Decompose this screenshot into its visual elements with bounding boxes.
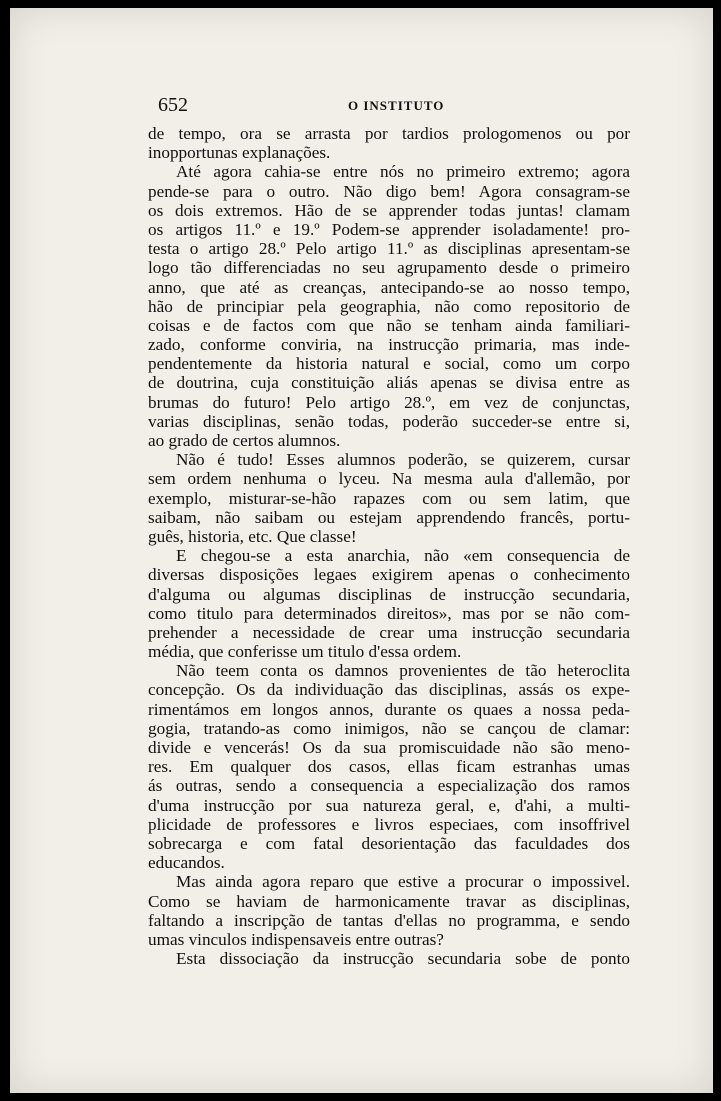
text-line: pende-se para o outro. Não digo bem! Agora consagram-se — [148, 181, 630, 201]
text-line: faltando a inscripção de tantas d'ellas no programma, e sendo — [148, 910, 630, 930]
text-line: varias disciplinas, senão todas, poderão succeder-se entre si, — [148, 411, 630, 431]
text-line: exemplo, misturar-se-hão rapazes com ou sem latim, que — [148, 488, 630, 508]
text-line: umas vinculos indispensaveis entre outras? — [148, 929, 444, 949]
text-line: como titulo para determinados direitos», mas por se não com- — [148, 603, 630, 623]
text-line: rimentámos em longos annos, durante os quaes a nossa peda- — [148, 699, 630, 719]
text-line: res. Em qualquer dos casos, ellas ficam estranhas umas — [148, 757, 630, 777]
text-line: os artigos 11.º e 19.º Podem-se apprender isoladamente! pro- — [148, 219, 630, 239]
text-line: Até agora cahia-se entre nós no primeiro extremo; agora — [176, 162, 630, 182]
text-line: plicidade de professores e livros especiaes, com insoffrivel — [148, 814, 630, 834]
text-line: média, que conferisse um titulo d'essa ordem. — [148, 642, 462, 662]
text-line: de doutrina, cuja constituição aliás apenas se divisa entre as — [148, 373, 630, 393]
text-line: zado, conforme conviria, na instrucção primaria, mas inde- — [148, 335, 630, 355]
text-line: guês, historia, etc. Que classe! — [148, 526, 357, 546]
text-line: de tempo, ora se arrasta por tardios prologomenos ou por — [148, 124, 630, 143]
text-line: concepção. Os da individuação das disciplinas, assás os expe- — [148, 680, 630, 700]
text-line: divide e vencerás! Os da sua promiscuidade não são meno- — [148, 738, 630, 757]
text-line: gogia, tratando-as como inimigos, não se cançou de clamar: — [148, 718, 630, 738]
text-line: Esta dissociação da instrucção secundaria sobe de ponto — [176, 949, 630, 969]
text-line: ao grado de certos alumnos. — [148, 431, 341, 450]
text-line: Não teem conta os damnos provenientes de tão heteroclita — [176, 661, 630, 681]
text-line: os dois extremos. Hão de se apprender todas juntas! clamam — [148, 200, 630, 220]
text-line: Não é tudo! Esses alumnos poderão, se quizerem, cursar — [176, 450, 630, 470]
page-header — [158, 94, 638, 118]
text-line: anno, que até as creanças, antecipando-se ao nosso tempo, — [148, 277, 630, 297]
text-line: brumas do futuro! Pelo artigo 28.º, em vez de conjunctas, — [148, 392, 630, 412]
page-number: 652 — [158, 94, 188, 116]
text-line: coisas e de factos com que não se tenham ainda familiari- — [148, 315, 630, 335]
text-line: ás outras, sendo a consequencia a especialização dos ramos — [148, 776, 630, 796]
text-line: Mas ainda agora reparo que estive a procurar o impossivel. — [176, 872, 630, 892]
text-line: prehender a necessidade de crear uma instrucção secundaria — [148, 622, 630, 642]
text-line: hão de principiar pela geographia, não como repositorio de — [148, 296, 630, 316]
text-line: educandos. — [148, 853, 225, 873]
text-line: sobrecarga e com fatal desorientação das faculdades dos — [148, 833, 630, 853]
text-line: pendentemente da historia natural e social, como um corpo — [148, 354, 630, 374]
running-head: O INSTITUTO — [348, 98, 445, 113]
text-line: inopportunas explanações. — [148, 143, 331, 163]
text-line: E chegou-se a esta anarchia, não «em consequencia de — [176, 546, 630, 566]
body-text — [148, 124, 630, 968]
text-line: Como se haviam de harmonicamente travar as disciplinas, — [148, 891, 630, 911]
text-line: saibam, não saibam ou estejam apprendendo francês, portu- — [148, 507, 630, 527]
text-line: logo tão differenciadas no seu agrupamento desde o primeiro — [148, 258, 630, 278]
text-line: testa o artigo 28.º Pelo artigo 11.º as disciplinas apresentam-se — [148, 239, 630, 259]
text-line: d'alguma ou algumas disciplinas de instrucção secundaria, — [148, 584, 630, 604]
text-line: diversas disposições legaes exigirem apenas o conhecimento — [148, 565, 630, 585]
text-line: sem ordem nenhuma o lyceu. Na mesma aula d'allemão, por — [148, 469, 630, 489]
text-line: d'uma instrucção por sua natureza geral, e, d'ahi, a multi- — [148, 795, 630, 815]
